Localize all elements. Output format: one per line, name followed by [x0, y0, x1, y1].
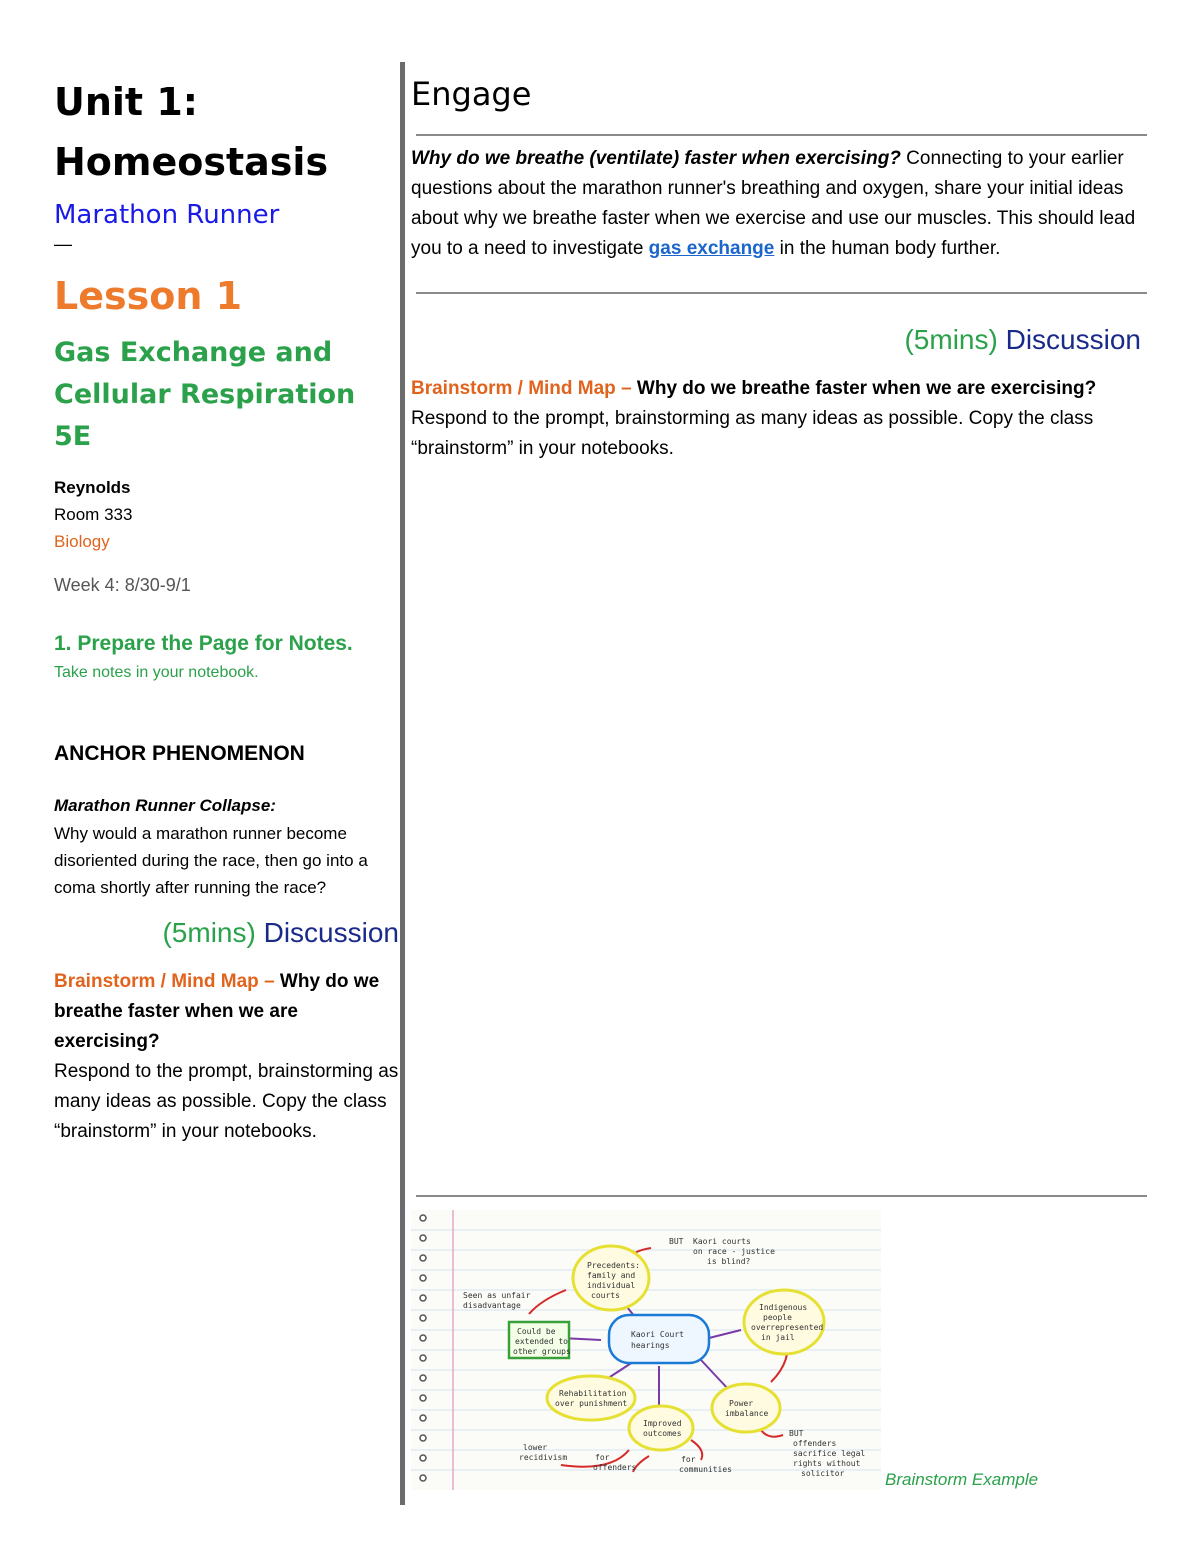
mindmap-note: sacrifice legal	[793, 1449, 866, 1458]
mindmap-node: courts	[591, 1291, 620, 1300]
anchor-heading: ANCHOR PHENOMENON	[54, 742, 305, 765]
discussion-time: (5mins)	[162, 917, 256, 948]
engage-text-part2: in the human body further.	[774, 238, 1001, 259]
mindmap-note: rights without	[793, 1459, 861, 1468]
mindmap-note: Kaori courts	[693, 1237, 751, 1246]
mindmap-node: Indigenous	[759, 1303, 808, 1312]
mindmap-note: disadvantage	[463, 1301, 521, 1310]
mindmap-node: family and	[587, 1271, 636, 1280]
unit-title-line1: Unit 1:	[54, 80, 198, 124]
unit-title-line2: Homeostasis	[54, 140, 329, 184]
mindmap-node: extended to	[515, 1337, 568, 1346]
engage-lead-question: Why do we breathe (ventilate) faster when exercising?	[411, 148, 901, 169]
mindmap-center-line1: Kaori Court	[631, 1330, 684, 1339]
mindmap-node: Improved	[643, 1419, 682, 1428]
week-range: Week 4: 8/30-9/1	[54, 575, 191, 595]
teacher-name: Reynolds	[54, 478, 131, 497]
horizontal-rule	[416, 134, 1147, 136]
mindmap-note: on race - justice	[693, 1247, 775, 1256]
horizontal-rule	[416, 292, 1147, 294]
subject-name: Biology	[54, 532, 110, 551]
lesson-title: Lesson 1	[54, 274, 243, 318]
mindmap-node: imbalance	[725, 1409, 769, 1418]
mindmap-note: for	[681, 1455, 696, 1464]
mindmap-node: Precedents:	[587, 1261, 640, 1270]
brainstorm-text: Respond to the prompt, brainstorming as many ideas as possible. Copy the class “brainstorm” in your notebooks.	[411, 408, 1094, 459]
unit-subtitle: Marathon Runner	[54, 200, 280, 230]
brainstorm-text: Respond to the prompt, brainstorming as many ideas as possible. Copy the class “brainstorm” in your notebooks.	[54, 1061, 399, 1142]
mindmap-note: for	[595, 1453, 610, 1462]
mindmap-note: lower	[523, 1443, 548, 1452]
topic-line1: Gas Exchange and	[54, 337, 333, 368]
image-caption: Brainstorm Example	[885, 1470, 1039, 1489]
gas-exchange-link[interactable]: gas exchange	[648, 238, 775, 259]
left-column	[54, 72, 399, 1147]
phenomenon-title: Marathon Runner Collapse:	[54, 796, 276, 815]
prep-note: Take notes in your notebook.	[54, 664, 259, 681]
right-column	[411, 72, 1151, 464]
discussion-word: Discussion	[1005, 324, 1141, 355]
mindmap-node: people	[763, 1313, 792, 1322]
dash-separator: —	[54, 234, 72, 254]
mindmap-node: Could be	[517, 1327, 556, 1336]
engage-heading: Engage	[411, 75, 532, 113]
mindmap-drawing	[411, 1210, 881, 1490]
mindmap-note: is blind?	[707, 1257, 751, 1266]
mindmap-center-line2: hearings	[631, 1341, 670, 1350]
class-meta	[54, 474, 399, 555]
horizontal-rule	[416, 1195, 1147, 1197]
brainstorm-question: Why do we breathe faster when we are exercising?	[54, 971, 380, 1052]
mindmap-node: Rehabilitation	[559, 1389, 627, 1398]
discussion-heading	[54, 917, 399, 949]
column-divider	[400, 62, 405, 1505]
lesson-topic	[54, 332, 399, 458]
phenomenon-text: Why would a marathon runner become disoriented during the race, then go into a coma shortly after running the race?	[54, 824, 368, 897]
discussion-word: Discussion	[263, 917, 399, 948]
discussion-heading-right	[411, 324, 1151, 356]
brainstorm-label: Brainstorm / Mind Map –	[411, 378, 632, 399]
discussion-time: (5mins)	[904, 324, 998, 355]
mindmap-node: individual	[587, 1281, 636, 1290]
topic-line2: Cellular Respiration 5E	[54, 379, 356, 452]
mindmap-note: offenders	[793, 1439, 837, 1448]
brainstorm-label: Brainstorm / Mind Map –	[54, 971, 275, 992]
room-number: Room 333	[54, 505, 133, 524]
engage-text-part1: Connecting to your earlier questions about the marathon runner's breathing and oxygen, share your initial ideas about why we breathe faster when we exercise and use our muscles. This should lead you to a need to investigate	[411, 148, 1136, 259]
mindmap-node: other groups	[513, 1347, 571, 1356]
mindmap-note: Seen as unfair	[463, 1291, 531, 1300]
brainstorm-block	[54, 967, 399, 1147]
mindmap-note: offenders	[593, 1463, 637, 1472]
mindmap-node: in jail	[761, 1333, 795, 1342]
mindmap-node: outcomes	[643, 1429, 682, 1438]
engage-paragraph	[411, 144, 1151, 264]
mindmap-note: recidivism	[519, 1453, 568, 1462]
mindmap-node: over punishment	[555, 1399, 628, 1408]
brainstorm-block-right	[411, 374, 1151, 464]
mindmap-note: solicitor	[801, 1469, 845, 1478]
brainstorm-question: Why do we breathe faster when we are exercising?	[631, 378, 1097, 399]
mindmap-note: BUT	[669, 1237, 684, 1246]
prep-title: 1. Prepare the Page for Notes.	[54, 632, 353, 655]
mindmap-note: communities	[679, 1465, 732, 1474]
mindmap-node: Power	[729, 1399, 754, 1408]
brainstorm-example-image	[411, 1210, 881, 1490]
mindmap-node: overrepresented	[751, 1323, 824, 1332]
mindmap-note: BUT	[789, 1429, 804, 1438]
